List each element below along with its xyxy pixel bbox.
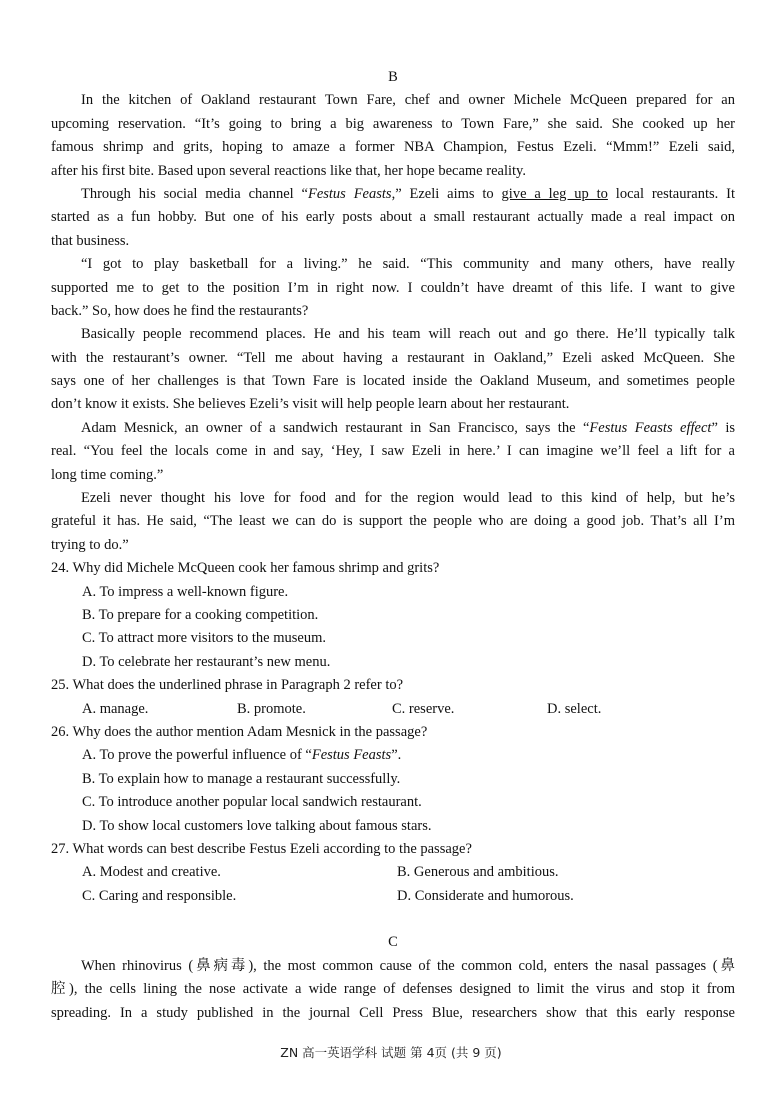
question-25 — [51, 674, 735, 721]
exam-page — [51, 66, 735, 1025]
option-b[interactable]: B. To prepare for a cooking competition. — [82, 606, 319, 623]
option-a[interactable]: A. Modest and creative. — [82, 864, 221, 881]
channel-name: Festus Feasts — [307, 185, 392, 202]
question-stem: 27. What words can best describe Festus Ezeli according to the passage? — [51, 840, 472, 857]
option-d[interactable]: D. To celebrate her restaurant’s new menu. — [82, 653, 331, 670]
page-footer: ZN 高一英语学科 试题 第 4页 (共 9 页) — [280, 1045, 502, 1060]
section-b-heading: B — [388, 69, 398, 85]
underlined-phrase: give a leg up to — [501, 185, 608, 202]
option-a[interactable]: A. To impress a well-known figure. — [82, 583, 289, 600]
option-c[interactable]: C. To introduce another popular local sandwich restaurant. — [82, 794, 422, 811]
option-b[interactable]: B. Generous and ambitious. — [397, 864, 559, 881]
section-spacer — [51, 908, 735, 931]
paragraph-1: In the kitchen of Oakland restaurant Town Fare, chef and owner Michele McQueen prepared for an upcoming reservation. “It’s going to bring a big awareness to Town Fare,” she said. She cooked up her famous shrimp and grits, hoping to amaze a former NBA Champion, Festus Ezeli. “Mmm!” Ezeli said, after his first bite. Based upon several reactions like that, her hope became reality. — [51, 92, 735, 179]
paragraph-3: “I got to play basketball for a living.” he said. “This community and many others, have really supported me to get to the position I’m in right now. I couldn’t have dreamt of this life. I want to give back.” So, how does he find the restaurants? — [51, 256, 735, 319]
paragraph-6: Ezeli never thought his love for food and for the region would lead to this kind of help, but he’s grateful it has. He said, “The least we can do is support the people who are doing a good job. That’s all I’m trying to do.” — [51, 490, 735, 553]
question-stem: 26. Why does the author mention Adam Mesnick in the passage? — [51, 723, 428, 740]
option-c[interactable]: C. To attract more visitors to the museum. — [82, 630, 326, 647]
option-a[interactable]: A. manage. — [82, 700, 149, 717]
paragraph-4: Basically people recommend places. He and his team will reach out and go there. He’ll typically talk with the restaurant’s owner. “Tell me about having a restaurant in Oakland,” Ezeli asked McQueen. She says one of her challenges is that Town Fare is located inside the Oakland Museum, and sometimes people don’t know it exists. She believes Ezeli’s visit will help people learn about her restaurant. — [51, 326, 735, 413]
effect-phrase: Festus Feasts effect — [589, 419, 712, 436]
question-stem: 24. Why did Michele McQueen cook her famous shrimp and grits? — [51, 560, 440, 577]
paragraph-2: Through his social media channel “Festus Feasts,” Ezeli aims to give a leg up to local restaurants. It started as a fun hobby. But one of his early posts about a small restaurant actually made a real impact on that business. — [51, 185, 735, 249]
option-d[interactable]: D. select. — [547, 700, 602, 717]
section-c-paragraph: When rhinovirus (鼻病毒), the most common cause of the common cold, enters the nasal passages (鼻 腔), the cells lining the nose activate a wide range of defenses designed to limit the virus and stop it from spreading. In a study published in the journal Cell Press Blue, researchers show that this early response — [51, 957, 735, 1021]
question-27 — [51, 838, 735, 908]
option-a[interactable]: A. To prove the powerful influence of “Festus Feasts”. — [82, 747, 402, 764]
option-c[interactable]: C. Caring and responsible. — [82, 887, 237, 904]
option-b[interactable]: B. To explain how to manage a restaurant successfully. — [82, 770, 401, 787]
option-d[interactable]: D. Considerate and humorous. — [397, 887, 574, 904]
option-c[interactable]: C. reserve. — [392, 700, 455, 717]
section-c-heading: C — [388, 934, 398, 951]
option-d[interactable]: D. To show local customers love talking about famous stars. — [82, 817, 432, 834]
question-24 — [51, 557, 735, 674]
question-26 — [51, 721, 735, 838]
question-stem: 25. What does the underlined phrase in Paragraph 2 refer to? — [51, 677, 404, 694]
option-b[interactable]: B. promote. — [237, 700, 306, 717]
paragraph-5: Adam Mesnick, an owner of a sandwich restaurant in San Francisco, says the “Festus Feasts effect” is real. “You feel the locals come in and say, ‘Hey, I saw Ezeli in here.’ I can imagine we’ll feel a lift for a long time coming.” — [51, 419, 735, 483]
